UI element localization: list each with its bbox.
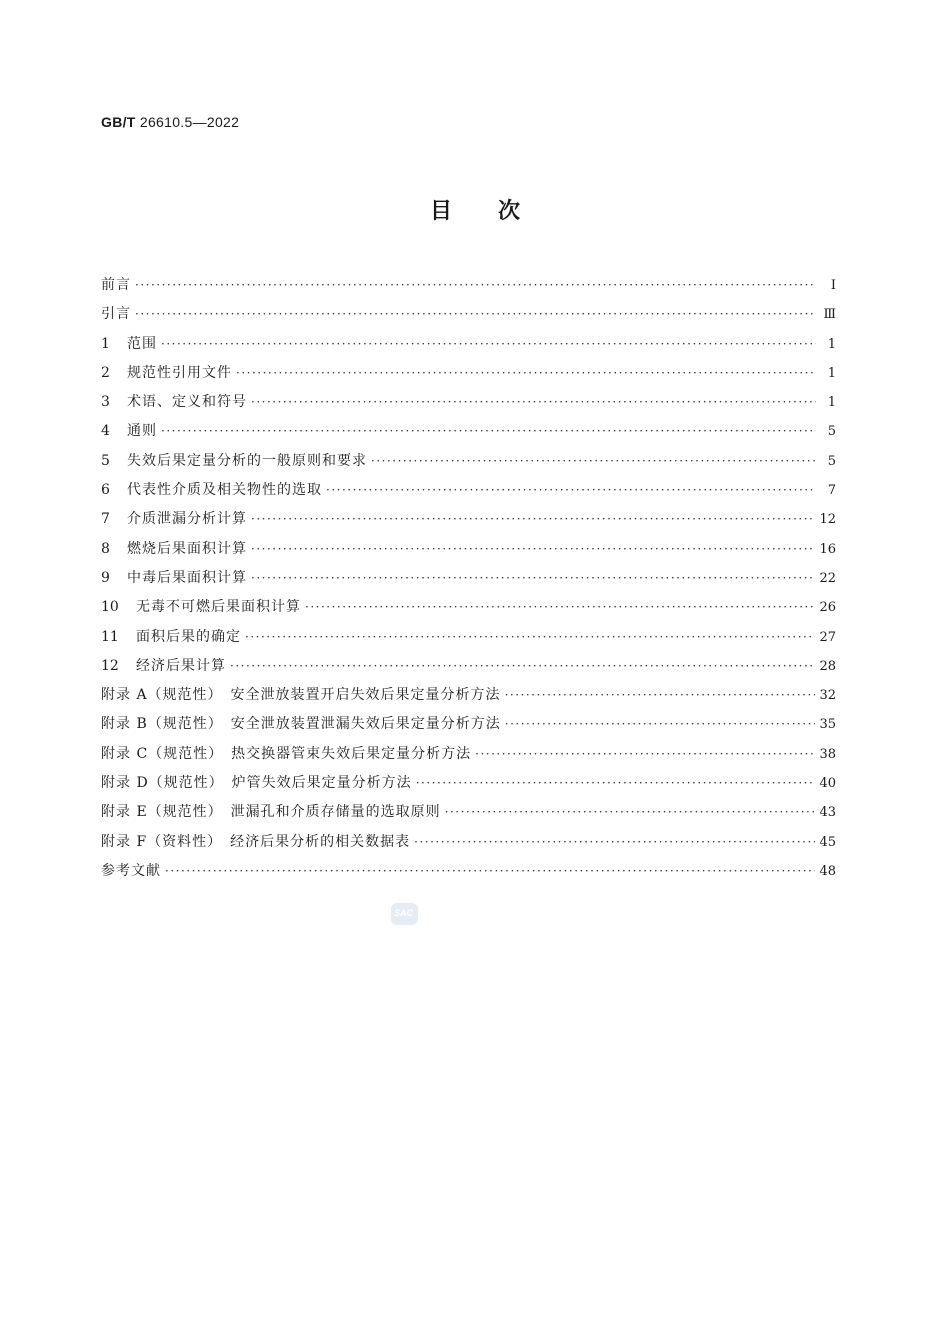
toc-dot-leader (161, 330, 816, 359)
toc-entry-label: 面积后果的确定 (136, 628, 241, 645)
toc-entry[interactable] (101, 476, 836, 505)
toc-entry[interactable] (101, 330, 836, 359)
watermark-text: SAC (394, 908, 414, 918)
toc-entry-number: 6 (101, 482, 110, 499)
toc-entry-page: 5 (827, 424, 836, 440)
toc-entry-page: 45 (819, 834, 836, 850)
toc-entry-page: Ⅰ (830, 278, 836, 293)
toc-entry-label: 术语、定义和符号 (127, 394, 247, 411)
toc-entry-number: 4 (101, 423, 110, 440)
toc-dot-leader (230, 652, 815, 681)
toc-entry-label: 燃烧后果面积计算 (127, 540, 247, 557)
toc-dot-leader (305, 593, 815, 622)
standard-number: 26610.5—2022 (139, 114, 240, 130)
toc-entry[interactable] (101, 857, 836, 886)
toc-entry-page: 12 (819, 512, 836, 528)
toc-entry-page: Ⅲ (823, 307, 836, 323)
toc-entry-page: 22 (819, 570, 836, 586)
toc-entry[interactable] (101, 505, 836, 534)
toc-entry-label: 失效后果定量分析的一般原则和要求 (127, 452, 367, 469)
toc-entry[interactable] (101, 300, 836, 329)
toc-entry[interactable] (101, 828, 836, 857)
toc-entry-page: 16 (819, 541, 836, 557)
toc-dot-leader (251, 564, 815, 593)
toc-entry[interactable] (101, 593, 836, 622)
toc-entry-page: 35 (819, 717, 836, 733)
toc-entry[interactable] (101, 769, 836, 798)
toc-entry-page: 1 (827, 395, 836, 411)
toc-dot-leader (135, 300, 816, 329)
toc-entry-label: 范围 (127, 335, 157, 352)
toc-entry-label: 介质泄漏分析计算 (127, 511, 247, 528)
toc-entry[interactable] (101, 447, 836, 476)
toc-entry-page: 26 (819, 600, 836, 616)
toc-entry-label: 规范性引用文件 (127, 364, 232, 381)
toc-entry-label: 引言 (101, 306, 131, 323)
toc-entry[interactable] (101, 652, 836, 681)
toc-dot-leader (505, 681, 816, 710)
toc-entry[interactable] (101, 740, 836, 769)
toc-entry-page: 40 (819, 776, 836, 792)
table-of-contents (101, 271, 836, 886)
toc-entry[interactable] (101, 564, 836, 593)
toc-entry-label: 附录 A（规范性） 安全泄放装置开启失效后果定量分析方法 (101, 687, 501, 704)
toc-dot-leader (326, 476, 816, 505)
toc-dot-leader (251, 388, 816, 417)
toc-entry-label: 通则 (127, 423, 157, 440)
toc-entry-label: 参考文献 (101, 862, 161, 879)
toc-entry[interactable] (101, 798, 836, 827)
standard-code (101, 114, 239, 130)
toc-entry-page: 5 (827, 453, 836, 469)
toc-entry-label: 前言 (101, 277, 131, 293)
toc-entry-number: 9 (101, 569, 110, 586)
toc-entry-label: 代表性介质及相关物性的选取 (127, 482, 322, 499)
toc-entry[interactable] (101, 417, 836, 446)
toc-entry-number: 10 (101, 599, 119, 616)
toc-entry[interactable] (101, 535, 836, 564)
toc-dot-leader (135, 271, 816, 300)
toc-entry-number: 11 (101, 628, 119, 645)
toc-dot-leader (445, 798, 816, 827)
toc-dot-leader (371, 447, 816, 476)
toc-entry-label: 中毒后果面积计算 (127, 569, 247, 586)
toc-dot-leader (165, 857, 815, 886)
toc-entry-number: 12 (101, 657, 119, 674)
toc-entry-number: 8 (101, 540, 110, 557)
toc-entry-page: 38 (819, 746, 836, 762)
toc-entry-number: 1 (101, 335, 110, 352)
toc-entry-page: 43 (819, 805, 836, 821)
toc-entry[interactable] (101, 388, 836, 417)
toc-entry-page: 27 (819, 629, 836, 645)
toc-entry-number: 7 (101, 511, 110, 528)
toc-entry[interactable] (101, 681, 836, 710)
toc-dot-leader (251, 535, 815, 564)
toc-entry-number: 2 (101, 364, 110, 381)
toc-dot-leader (251, 505, 815, 534)
toc-entry-label: 附录 F（资料性） 经济后果分析的相关数据表 (101, 833, 411, 850)
toc-entry-page: 1 (827, 336, 836, 352)
standard-prefix: GB/T (101, 114, 136, 130)
toc-dot-leader (236, 359, 816, 388)
toc-dot-leader (245, 623, 815, 652)
toc-entry-label: 附录 D（规范性） 炉管失效后果定量分析方法 (101, 775, 412, 792)
toc-title: 目次 (429, 199, 566, 224)
toc-entry-page: 1 (827, 365, 836, 381)
toc-entry[interactable] (101, 271, 836, 300)
toc-entry-page: 48 (819, 863, 836, 879)
toc-entry-label: 附录 B（规范性） 安全泄放装置泄漏失效后果定量分析方法 (101, 716, 501, 733)
toc-entry-number: 3 (101, 394, 110, 411)
toc-entry-label: 附录 E（规范性） 泄漏孔和介质存储量的选取原则 (101, 804, 441, 821)
toc-dot-leader (161, 417, 816, 446)
toc-entry[interactable] (101, 623, 836, 652)
toc-entry-label: 经济后果计算 (136, 657, 226, 674)
toc-entry-number: 5 (101, 452, 110, 469)
toc-entry-page: 32 (819, 688, 836, 704)
toc-dot-leader (414, 828, 815, 857)
toc-dot-leader (416, 769, 816, 798)
toc-entry-page: 7 (827, 483, 836, 499)
toc-entry-page: 28 (819, 658, 836, 674)
toc-entry-label: 附录 C（规范性） 热交换器管束失效后果定量分析方法 (101, 745, 472, 762)
toc-entry[interactable] (101, 359, 836, 388)
sac-watermark-logo (391, 903, 418, 925)
toc-entry-label: 无毒不可燃后果面积计算 (136, 599, 301, 616)
toc-dot-leader (475, 740, 815, 769)
toc-entry[interactable] (101, 710, 836, 739)
toc-dot-leader (505, 710, 816, 739)
